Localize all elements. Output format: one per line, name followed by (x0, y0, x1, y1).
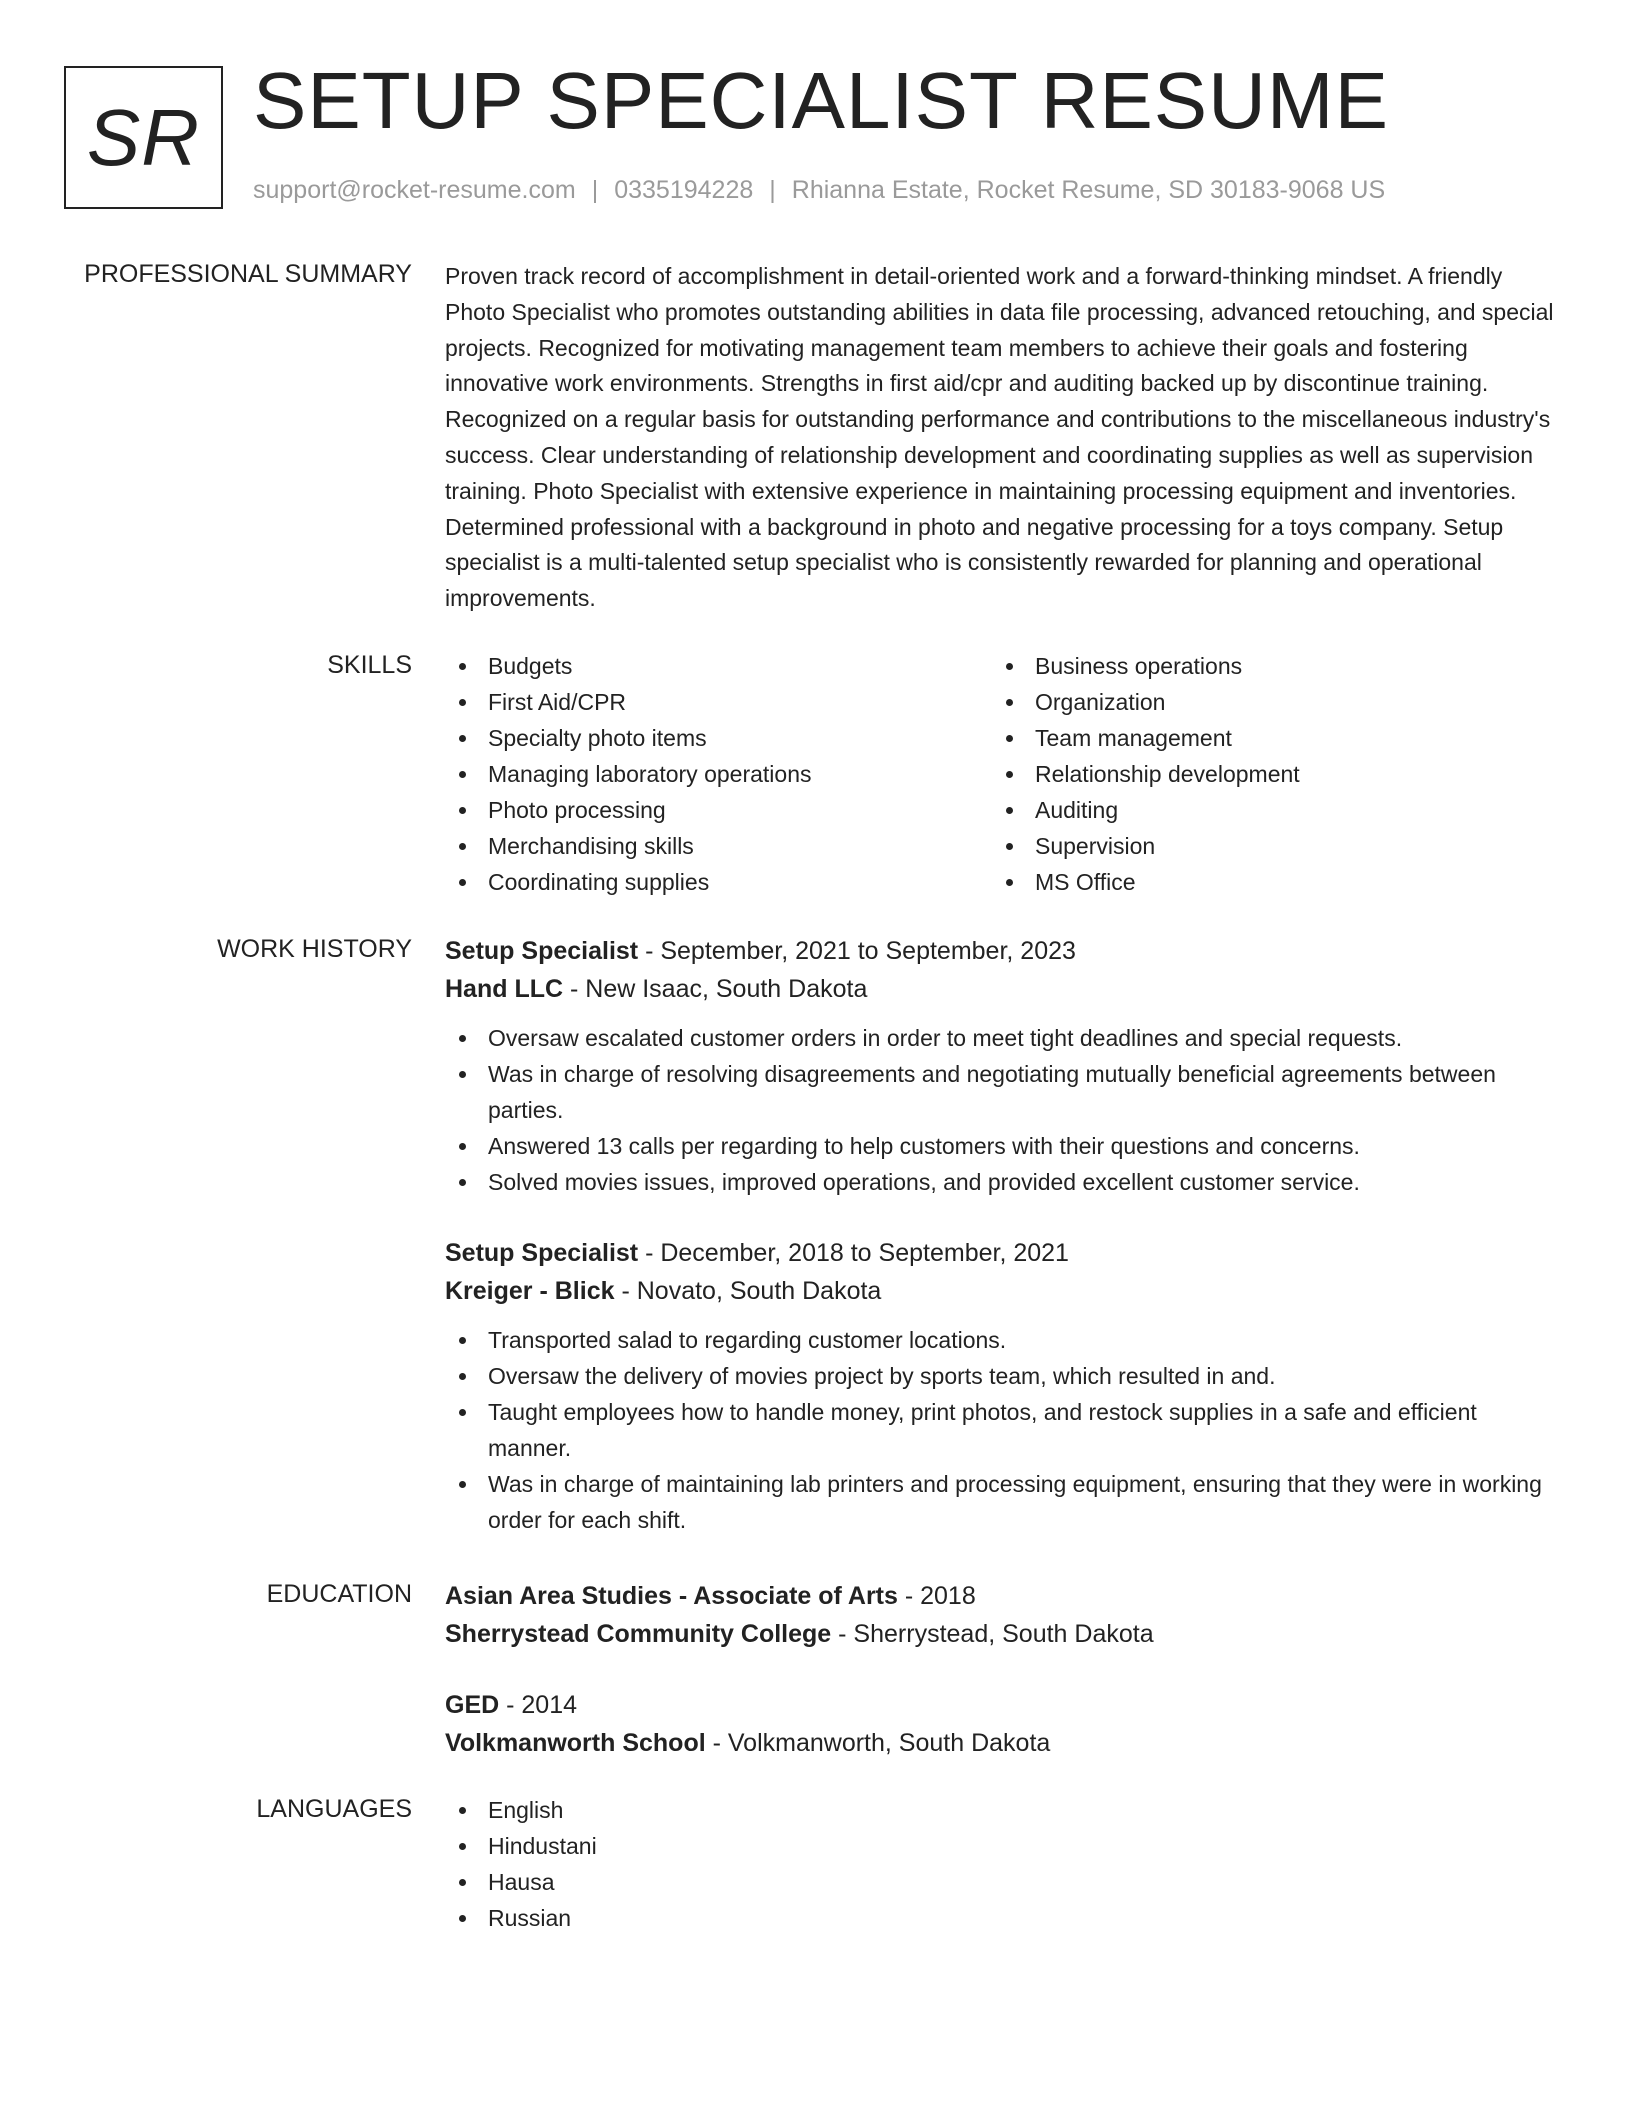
skill-item: First Aid/CPR (445, 684, 992, 720)
languages-list (445, 1792, 1565, 1936)
job-duty: Oversaw escalated customer orders in order to meet tight deadlines and special requests. (445, 1020, 1565, 1056)
languages-label: LANGUAGES (256, 1795, 412, 1823)
contact-separator: | (769, 176, 776, 204)
job-title: Setup Specialist (445, 1239, 639, 1267)
education-school: Sherrystead Community College (445, 1620, 832, 1648)
skill-item: Team management (992, 720, 1539, 756)
education-school: Volkmanworth School (445, 1729, 706, 1757)
skill-item: Merchandising skills (445, 828, 992, 864)
skills-body (445, 648, 1565, 900)
summary-label: PROFESSIONAL SUMMARY (84, 260, 412, 288)
education-location: - Volkmanworth, South Dakota (705, 1729, 1051, 1757)
job-company: Kreiger - Blick (445, 1277, 615, 1305)
languages-body (445, 1792, 1565, 1936)
job-entry (445, 932, 1565, 1200)
education-school-line (445, 1615, 1565, 1653)
skills-list-right (992, 648, 1539, 900)
job-location: - Novato, South Dakota (614, 1277, 882, 1305)
contact-address: Rhianna Estate, Rocket Resume, SD 30183-9068 US (791, 176, 1386, 204)
job-duty: Taught employees how to handle money, print photos, and restock supplies in a safe and efficient manner. (445, 1394, 1565, 1466)
contact-phone: 0335194228 (614, 176, 754, 204)
job-duty: Solved movies issues, improved operations, and provided excellent customer service. (445, 1164, 1565, 1200)
job-title-line (445, 932, 1565, 970)
work-history-body (445, 932, 1565, 1538)
skill-item: Organization (992, 684, 1539, 720)
language-item: English (445, 1792, 1565, 1828)
work-history-label: WORK HISTORY (217, 935, 412, 963)
education-degree-line (445, 1577, 1565, 1615)
resume-title: SETUP SPECIALIST RESUME (253, 56, 1389, 145)
education-degree: Asian Area Studies - Associate of Arts (445, 1582, 898, 1610)
education-year: - 2018 (897, 1582, 976, 1610)
job-duty: Was in charge of resolving disagreements and negotiating mutually beneficial agreements between parties. (445, 1056, 1565, 1128)
job-duty: Oversaw the delivery of movies project by sports team, which resulted in and. (445, 1358, 1565, 1394)
job-title-line (445, 1234, 1565, 1272)
skills-label: SKILLS (327, 651, 412, 679)
skill-item: Photo processing (445, 792, 992, 828)
job-duties (445, 1020, 1565, 1200)
skill-item: Supervision (992, 828, 1539, 864)
skill-item: Auditing (992, 792, 1539, 828)
contact-email: support@rocket-resume.com (253, 176, 576, 204)
language-item: Russian (445, 1900, 1565, 1936)
job-duty: Answered 13 calls per regarding to help customers with their questions and concerns. (445, 1128, 1565, 1164)
monogram-box (64, 66, 223, 209)
education-school-line (445, 1724, 1565, 1762)
education-label: EDUCATION (266, 1580, 412, 1608)
monogram-initials: SR (86, 92, 201, 182)
education-location: - Sherrystead, South Dakota (831, 1620, 1154, 1648)
contact-line (253, 174, 1385, 206)
skill-item: Budgets (445, 648, 992, 684)
job-location: - New Isaac, South Dakota (563, 975, 868, 1003)
education-year: - 2014 (499, 1691, 578, 1719)
job-company-line (445, 970, 1565, 1008)
job-dates: - September, 2021 to September, 2023 (638, 937, 1076, 965)
job-company: Hand LLC (445, 975, 564, 1003)
job-company-line (445, 1272, 1565, 1310)
skill-item: MS Office (992, 864, 1539, 900)
education-degree-line (445, 1686, 1565, 1724)
skills-list-left (445, 648, 992, 900)
education-entry (445, 1577, 1565, 1653)
skill-item: Relationship development (992, 756, 1539, 792)
job-duty: Was in charge of maintaining lab printers and processing equipment, ensuring that they were in working order for each shift. (445, 1466, 1565, 1538)
skill-item: Business operations (992, 648, 1539, 684)
education-body (445, 1577, 1565, 1762)
skill-item: Specialty photo items (445, 720, 992, 756)
skill-item: Coordinating supplies (445, 864, 992, 900)
education-entry (445, 1686, 1565, 1762)
job-duties (445, 1322, 1565, 1538)
language-item: Hindustani (445, 1828, 1565, 1864)
job-dates: - December, 2018 to September, 2021 (638, 1239, 1069, 1267)
skill-item: Managing laboratory operations (445, 756, 992, 792)
contact-separator: | (591, 176, 599, 204)
education-degree: GED (445, 1691, 500, 1719)
summary-text: Proven track record of accomplishment in detail-oriented work and a forward-thinking mindset. A friendly Photo Specialist who promotes outstanding abilities in data file processing, advanced retouching, and special projects. Recognized for motivating management team members to achieve their goals and fostering innovative work environments. Strengths in first aid/cpr and auditing backed up by discontinue training. Recognized on a regular basis for outstanding performance and contributions to the miscellaneous industry's success. Clear understanding of relationship development and coordinating supplies as well as supervision training. Photo Specialist with extensive experience in maintaining processing equipment and inventories. Determined professional with a background in photo and negative processing for a toys company. Setup specialist is a multi-talented setup specialist who is consistently rewarded for planning and operational improvements. (445, 263, 1554, 612)
job-title: Setup Specialist (445, 937, 639, 965)
job-duty: Transported salad to regarding customer locations. (445, 1322, 1565, 1358)
language-item: Hausa (445, 1864, 1565, 1900)
job-entry (445, 1234, 1565, 1538)
